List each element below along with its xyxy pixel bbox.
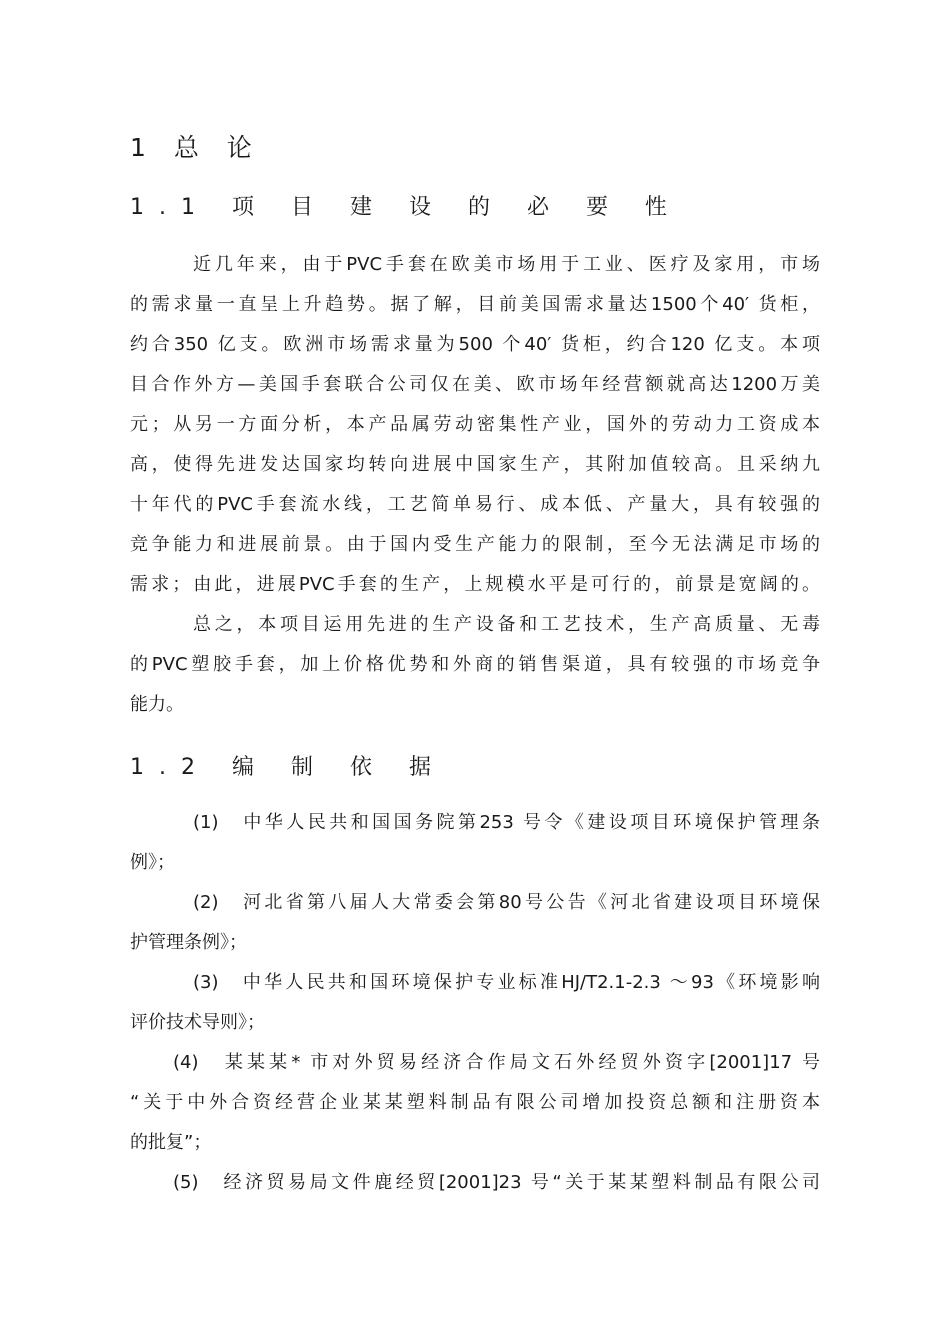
paragraph-line: 能力。 bbox=[130, 694, 184, 715]
paragraph-line: 高，使得先进发达国家均转向进展中国家生产，其附加值较高。且采纳九 bbox=[130, 454, 820, 475]
paragraph-line: 约合350 亿支。欧洲市场需求量为500 个40′ 货柜，约合120 亿支。本项 bbox=[130, 334, 820, 355]
paragraph-line: 总之，本项目运用先进的生产设备和工艺技术，生产高质量、无毒 bbox=[193, 614, 820, 635]
section-heading-1-1: 1.1 项 目 建 设 的 必 要 性 bbox=[130, 195, 682, 220]
chapter-heading: 1 总 论 bbox=[130, 133, 262, 162]
section-heading-1-2: 1.2 编 制 依 据 bbox=[130, 755, 446, 780]
basis-item-line: (3) 中华人民共和国环境保护专业标准HJ/T2.1-2.3 ～93《环境影响 bbox=[193, 972, 820, 993]
basis-item-line: 例》； bbox=[130, 852, 175, 873]
paragraph-line: 的需求量一直呈上升趋势。据了解，目前美国需求量达1500个40′ 货柜， bbox=[130, 294, 820, 315]
basis-item-line: “关于中外合资经营企业某某塑料制品有限公司增加投资总额和注册资本 bbox=[130, 1092, 820, 1113]
basis-item-line: (1) 中华人民共和国国务院第253 号令《建设项目环境保护管理条 bbox=[193, 812, 820, 833]
paragraph-line: 近几年来，由于PVC手套在欧美市场用于工业、医疗及家用，市场 bbox=[193, 254, 820, 275]
basis-item-line: 护管理条例》； bbox=[130, 932, 247, 953]
paragraph-line: 目合作外方—美国手套联合公司仅在美、欧市场年经营额就高达1200万美 bbox=[130, 374, 820, 395]
basis-item-line: 的批复”； bbox=[130, 1132, 212, 1153]
paragraph-line: 十年代的PVC手套流水线，工艺简单易行、成本低、产量大，具有较强的 bbox=[130, 494, 820, 515]
basis-item-line: 评价技术导则》； bbox=[130, 1012, 265, 1033]
basis-item-line: (4) 某某某* 市对外贸易经济合作局文石外经贸外资字[2001]17 号 bbox=[173, 1052, 820, 1073]
paragraph-line: 需求；由此，进展PVC手套的生产，上规模水平是可行的，前景是宽阔的。 bbox=[130, 574, 820, 595]
basis-item-line: (2) 河北省第八届人大常委会第80号公告《河北省建设项目环境保 bbox=[193, 892, 820, 913]
paragraph-line: 元；从另一方面分析，本产品属劳动密集性产业，国外的劳动力工资成本 bbox=[130, 414, 820, 435]
paragraph-line: 的PVC塑胶手套，加上价格优势和外商的销售渠道，具有较强的市场竞争 bbox=[130, 654, 820, 675]
basis-item-line: (5) 经济贸易局文件鹿经贸[2001]23 号“关于某某塑料制品有限公司 bbox=[173, 1172, 820, 1193]
paragraph-line: 竞争能力和进展前景。由于国内受生产能力的限制，至今无法满足市场的 bbox=[130, 534, 820, 555]
